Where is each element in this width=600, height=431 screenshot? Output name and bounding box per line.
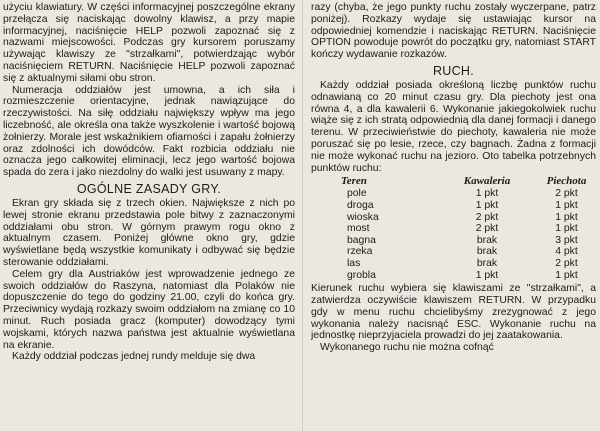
right-column <box>311 2 596 429</box>
paragraph: Numeracja oddziałów jest umowna, a ich siła i rozmieszczenie orientacyjne, jednak nawiązujące do rzeczywistości. Na siłę oddziału największy wpływ ma jego liczebność, ale określa ona także wyszkolenie i wartość bojową żołnierzy. Morale jest wskaźnikiem ofiarności i zapału żołnierzy oraz zdolności ich dowódców. Fakt rozbicia oddziału nie oznacza jego całkowitej eliminacji, lecz jego wartość bojowa spada do zera i jako niezdolny do walki jest usuwany z mapy. <box>3 84 295 179</box>
cavalry-cell: brak <box>476 246 498 258</box>
column-header-infantry: Piechota <box>546 175 587 188</box>
paragraph: razy (chyba, że jego punkty ruchu zostały wyczerpane, patrz poniżej). Rozkazy wydaje się ustawiając kursor na odpowiedniej komendzie i naciskając RETURN. Naciśnięcie OPTION powoduje powrót do początku gry, natomiast START kończy wydawanie rozkazów. <box>311 2 596 61</box>
terrain-cell: grobla <box>347 269 376 281</box>
infantry-cell: 1 pkt <box>555 269 578 281</box>
paragraph: Każdy oddział podczas jednej rundy melduje się dwa <box>12 351 256 363</box>
page-gutter <box>302 0 303 431</box>
cavalry-cell: 1 pkt <box>475 269 499 281</box>
table-row <box>311 258 596 270</box>
left-column <box>3 2 295 429</box>
cavalry-cell: 2 pkt <box>475 223 499 235</box>
cavalry-cell: 1 pkt <box>475 188 499 200</box>
table-header-row <box>311 175 596 188</box>
infantry-cell: 2 pkt <box>555 188 578 200</box>
table-row <box>311 270 596 282</box>
terrain-cell: bagna <box>347 234 376 246</box>
paragraph: Każdy oddział posiada określoną liczbę punktów ruchu odnawianą co 20 minut czasu gry. Dla piechoty jest ona równa 4, a dla kawalerii 6. Wykonanie jakiegokolwiek ruchu wiąże się z ich stratą odpowiednią dla danej formacji i danego terenu. W przeciwieństwie do piechoty, kawaleria nie może poruszać się po lesie, rzece, czy bagnach. Żadna z formacji nie może wykonać ruchu na jezioro. Oto tabelka potrzebnych punktów ruchu: <box>311 79 596 174</box>
terrain-cell: las <box>347 257 361 269</box>
table-row <box>311 223 596 235</box>
infantry-cell: 1 pkt <box>555 223 578 235</box>
table-row <box>311 200 596 212</box>
terrain-cell: rzeka <box>347 246 373 258</box>
terrain-cell: droga <box>347 199 374 211</box>
table-row <box>311 235 596 247</box>
table-row <box>311 212 596 224</box>
cavalry-cell: 2 pkt <box>475 211 499 223</box>
paragraph: Ekran gry składa się z trzech okien. Największe z nich po lewej stronie ekranu przedstawia pole bitwy z zaznaczonymi oddziałami obu stron. W górnym prawym rogu okno z aktualnym czasem. Poniżej główne okno gry, gdzie wyświetlane będą wszystkie komunikaty i odbywać się będzie sterowanie oddziałami. <box>3 197 295 268</box>
infantry-cell: 2 pkt <box>555 257 578 269</box>
cavalry-cell: 1 pkt <box>475 199 499 211</box>
cavalry-cell: brak <box>476 234 498 246</box>
table-row <box>311 188 596 200</box>
section-title-general-rules: OGÓLNE ZASADY GRY. <box>76 181 222 196</box>
infantry-cell: 3 pkt <box>555 234 578 246</box>
infantry-cell: 1 pkt <box>555 199 578 211</box>
terrain-cell: pole <box>347 188 367 200</box>
terrain-cell: most <box>347 223 370 235</box>
terrain-cell: wioska <box>347 211 379 223</box>
cavalry-cell: brak <box>476 257 498 269</box>
column-header-terrain: Teren <box>341 175 367 188</box>
infantry-cell: 1 pkt <box>555 211 578 223</box>
paragraph: Celem gry dla Austriaków jest wprowadzenie jednego ze swoich oddziałów do Raszyna, natomiast dla Polaków nie dopuszczenie do tego do godziny 21.00, czyli do końca gry. Przeciwnicy wydają rozkazy swoim oddziałom na zmianę co 10 minut. Ruch posiada gracz (komputer) dowodzący tymi wojskami, których nazwa państwa jest aktualnie wyświetlana na ekranie. <box>3 268 295 351</box>
column-header-cavalry: Kawaleria <box>463 175 511 188</box>
section-title-movement: RUCH. <box>432 63 475 78</box>
paragraph: Wykonanego ruchu nie można cofnąć <box>320 342 494 354</box>
paragraph: Kierunek ruchu wybiera się klawiszami ze "strzałkami", a zatwierdza oczywiście klawiszem RETURN. W przypadku gdy w menu ruchu chcielibyśmy zrezygnować z jego wykonania należy nacisnąć ESC. Wykonanie ruchu na jednostkę nieprzyjaciela prowadzi do jej zaatakowania. <box>311 283 596 342</box>
paragraph: użyciu klawiatury. W części informacyjnej poszczególne ekrany przełącza się naciskając dowolny klawisz, a przy mapie informacyjnej, naciśnięcie HELP pozwoli zapoznać się z nazwami miejscowości. Podczas gry kursorem poruszamy używając klawiszy ze "strzałkami", potwierdzając wybór naciśnięciem RETURN. Naciśnięcie HELP pozwoli zapoznać się z aktualnymi siłami obu stron. <box>3 2 295 84</box>
movement-points-table <box>311 175 596 281</box>
table-row <box>311 246 596 258</box>
infantry-cell: 4 pkt <box>555 246 578 258</box>
